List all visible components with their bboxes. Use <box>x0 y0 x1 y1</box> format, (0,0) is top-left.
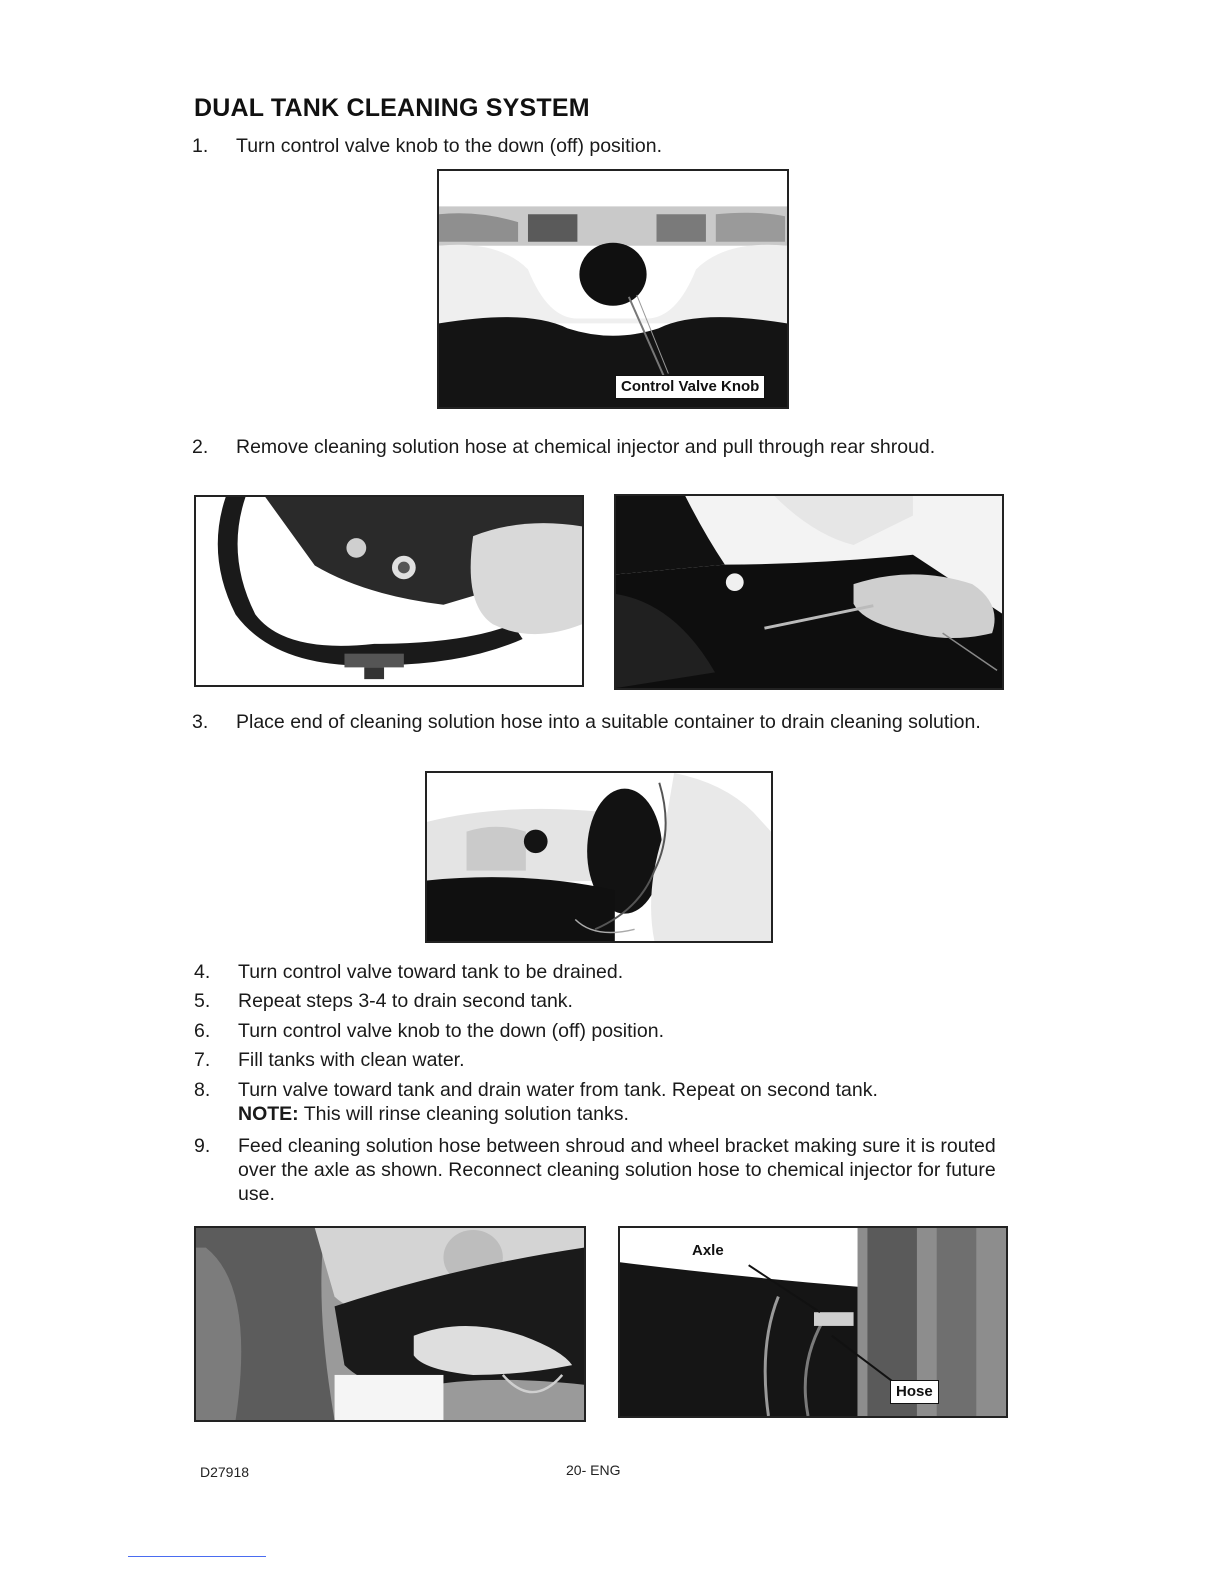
step-text: Turn control valve knob to the down (off) position. <box>236 135 662 157</box>
step-text: Place end of cleaning solution hose into a suitable container to drain cleaning solution. <box>236 711 981 733</box>
step-number: 6. <box>194 1020 211 1042</box>
step-text: Turn control valve toward tank to be drained. <box>238 961 624 983</box>
note-label: NOTE: <box>238 1103 299 1125</box>
hose-routing-photo <box>194 1226 586 1422</box>
control-valve-photo <box>437 169 789 409</box>
note-text: This will rinse cleaning solution tanks. <box>303 1103 629 1125</box>
step-8-body <box>238 1078 1008 1126</box>
step-text: Repeat steps 3-4 to drain second tank. <box>238 990 573 1012</box>
page-title: DUAL TANK CLEANING SYSTEM <box>194 94 590 122</box>
hose-routing-illustration <box>196 1228 584 1420</box>
page-number: 20- ENG <box>566 1462 621 1478</box>
step-text: Feed cleaning solution hose between shroud and wheel bracket making sure it is routed over the axle as shown. Reconnect cleaning solution hose to chemical injector for future use. <box>238 1135 996 1205</box>
drain-hose-photo <box>425 771 773 943</box>
chemical-injector-photo <box>194 495 584 687</box>
step-number: 2. <box>192 436 209 458</box>
step-text: Remove cleaning solution hose at chemical injector and pull through rear shroud. <box>236 436 936 458</box>
step-number: 4. <box>194 961 211 983</box>
step-number: 8. <box>194 1079 211 1101</box>
step-text: Fill tanks with clean water. <box>238 1049 465 1071</box>
control-valve-knob-label: Control Valve Knob <box>615 375 765 399</box>
document-number: D27918 <box>200 1464 250 1480</box>
step-number: 5. <box>194 990 211 1012</box>
step-5 <box>194 989 1014 1015</box>
step-2 <box>192 435 1012 487</box>
axle-hose-illustration <box>620 1228 1006 1416</box>
step-text: Turn valve toward tank and drain water from tank. Repeat on second tank. <box>238 1079 878 1101</box>
step-number: 3. <box>192 711 209 733</box>
step-number: 9. <box>194 1135 211 1157</box>
hose-label: Hose <box>890 1380 939 1404</box>
rear-shroud-photo <box>614 494 1004 690</box>
bottom-rule <box>128 1556 266 1557</box>
drain-hose-illustration <box>427 773 771 941</box>
step-1 <box>192 134 1012 160</box>
step-9 <box>194 1134 1014 1210</box>
chemical-injector-illustration <box>196 497 582 685</box>
axle-hose-photo <box>618 1226 1008 1418</box>
step-number: 1. <box>192 135 209 157</box>
rear-shroud-illustration <box>616 496 1002 688</box>
step-number: 7. <box>194 1049 211 1071</box>
step-8 <box>194 1078 1014 1130</box>
step-text: Turn control valve knob to the down (off) position. <box>238 1020 664 1042</box>
control-valve-illustration <box>439 171 787 407</box>
axle-label: Axle <box>692 1242 724 1259</box>
step-3 <box>192 710 1012 762</box>
step-7 <box>194 1048 1014 1074</box>
step-6 <box>194 1019 1014 1045</box>
step-4 <box>194 960 1014 986</box>
